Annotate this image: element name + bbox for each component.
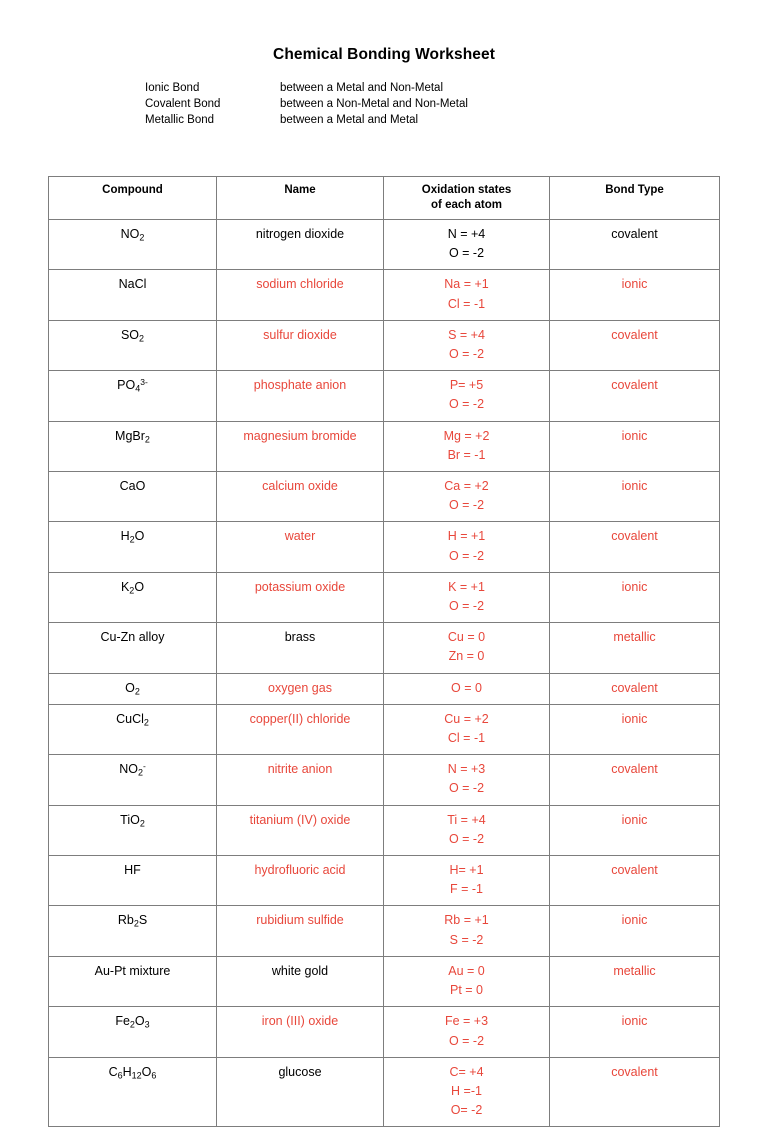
compound-formula: Au-Pt mixture [94, 963, 171, 978]
oxidation-states-cell[interactable] [384, 220, 550, 270]
compound-name-cell[interactable] [217, 220, 384, 270]
oxidation-state-line: O = -2 [448, 246, 485, 261]
compound-name: copper(II) chloride [249, 711, 351, 726]
compound-formula-cell [49, 755, 217, 805]
compound-name-cell[interactable] [217, 270, 384, 320]
compound-name: iron (III) oxide [261, 1014, 339, 1029]
bond-type: ionic [621, 913, 648, 928]
column-header [550, 177, 720, 220]
oxidation-state-line: O = -2 [448, 1033, 485, 1048]
compound-formula: MgBr$_2$ [115, 428, 150, 444]
oxidation-states [387, 628, 546, 666]
oxidation-states-cell[interactable] [384, 623, 550, 673]
oxidation-states [387, 861, 546, 899]
compound-name: magnesium bromide [243, 428, 357, 443]
bond-type: covalent [611, 529, 658, 544]
compound-formula-cell [49, 371, 217, 421]
table-row [49, 1057, 720, 1127]
compound-formula-cell [49, 623, 217, 673]
oxidation-state-line: O = -2 [448, 347, 485, 362]
legend-definition: between a Metal and Non-Metal [280, 82, 444, 94]
bond-type: covalent [611, 227, 658, 241]
compound-name-cell[interactable] [217, 522, 384, 572]
compound-formula-cell [49, 1007, 217, 1057]
column-header-label: Oxidation states [421, 184, 512, 196]
oxidation-state-line: O = -2 [448, 397, 485, 412]
bond-type: covalent [611, 680, 658, 695]
oxidation-states-cell[interactable] [384, 755, 550, 805]
compound-name-cell[interactable] [217, 805, 384, 855]
compound-formula-cell [49, 673, 217, 704]
table-row [49, 572, 720, 622]
legend-row [145, 96, 468, 112]
oxidation-states [387, 760, 546, 798]
bond-type: covalent [611, 378, 658, 393]
legend-term: Ionic Bond [145, 82, 200, 94]
table-row [49, 421, 720, 471]
oxidation-state-line: O = -2 [448, 831, 485, 846]
compound-name-cell[interactable] [217, 623, 384, 673]
oxidation-state-line: O = -2 [448, 781, 485, 796]
column-header-label: Compound [102, 184, 163, 196]
table-body [49, 220, 720, 1127]
oxidation-state-line: S = -2 [449, 932, 484, 947]
compound-formula: $PO_4^{3-}$ [117, 377, 148, 394]
oxidation-state-line: O = 0 [451, 680, 482, 695]
oxidation-state-line: Cl = -1 [447, 296, 486, 311]
column-header [384, 177, 550, 220]
compound-name-cell[interactable] [217, 572, 384, 622]
bond-type-cell[interactable] [550, 673, 720, 704]
bond-type-cell[interactable] [550, 906, 720, 956]
oxidation-states [387, 1012, 546, 1050]
compound-name: nitrogen dioxide [255, 227, 345, 241]
oxidation-state-line: Ca = +2 [444, 479, 489, 494]
oxidation-state-line: Au = 0 [448, 963, 485, 978]
compound-name-cell[interactable] [217, 755, 384, 805]
column-header [217, 177, 384, 220]
table-row [49, 1007, 720, 1057]
bond-type-cell[interactable] [550, 371, 720, 421]
bond-type: metallic [613, 963, 656, 978]
table-row [49, 220, 720, 270]
compound-name-cell[interactable] [217, 472, 384, 522]
column-header-label: Name [284, 184, 316, 196]
oxidation-state-line: Fe = +3 [444, 1014, 489, 1029]
compound-formula-cell [49, 906, 217, 956]
compound-name-cell[interactable] [217, 673, 384, 704]
oxidation-state-line: O= -2 [450, 1103, 483, 1118]
bond-type: covalent [611, 863, 658, 878]
compound-formula: $SO_2$ [120, 327, 145, 344]
bond-type: ionic [621, 711, 648, 726]
bond-type-cell[interactable] [550, 704, 720, 754]
compound-formula-cell [49, 704, 217, 754]
bond-type-cell[interactable] [550, 522, 720, 572]
compound-name-cell[interactable] [217, 1057, 384, 1127]
oxidation-state-line: Ti = +4 [447, 812, 486, 827]
table-row [49, 623, 720, 673]
oxidation-state-line: H =-1 [451, 1083, 482, 1098]
oxidation-states-cell[interactable] [384, 805, 550, 855]
bond-type: ionic [621, 479, 648, 494]
oxidation-states-cell[interactable] [384, 906, 550, 956]
oxidation-state-line: O = -2 [448, 498, 485, 513]
oxidation-state-line: H = +1 [447, 529, 486, 544]
oxidation-states-cell[interactable] [384, 956, 550, 1006]
column-header-label: Bond Type [605, 184, 664, 196]
oxidation-states-cell[interactable] [384, 572, 550, 622]
oxidation-states-cell[interactable] [384, 1057, 550, 1127]
oxidation-states [387, 911, 546, 949]
compound-name: nitrite anion [267, 762, 333, 777]
table-header-row [49, 177, 720, 220]
compound-name-cell[interactable] [217, 421, 384, 471]
compound-formula-cell [49, 856, 217, 906]
oxidation-state-line: Cu = +2 [444, 711, 489, 726]
bond-type-cell[interactable] [550, 1057, 720, 1127]
compound-name-cell[interactable] [217, 856, 384, 906]
bond-type: ionic [621, 277, 648, 292]
compound-name: calcium oxide [262, 479, 338, 494]
oxidation-states [387, 376, 546, 414]
oxidation-states [387, 427, 546, 465]
oxidation-states [387, 1063, 546, 1121]
oxidation-states-cell[interactable] [384, 673, 550, 704]
oxidation-state-line: Zn = 0 [448, 649, 485, 664]
bond-type: covalent [611, 1064, 658, 1079]
compound-formula-cell [49, 472, 217, 522]
table-row [49, 956, 720, 1006]
compound-name: sulfur dioxide [263, 327, 337, 342]
oxidation-state-line: F = -1 [450, 882, 483, 897]
oxidation-state-line: Cu = 0 [447, 630, 486, 645]
bond-type: covalent [611, 762, 658, 777]
compound-name: sodium chloride [256, 277, 344, 292]
compound-formula: TiO$_2$ [120, 812, 145, 828]
oxidation-states [387, 326, 546, 364]
bond-type-cell[interactable] [550, 572, 720, 622]
column-header [49, 177, 217, 220]
compound-name: potassium oxide [254, 579, 346, 594]
oxidation-state-line: Rb = +1 [444, 913, 489, 928]
compound-name: white gold [271, 963, 329, 978]
compound-name: glucose [278, 1064, 322, 1079]
bond-type-cell[interactable] [550, 1007, 720, 1057]
compound-name-cell[interactable] [217, 704, 384, 754]
compound-formula: $K_2O$ [120, 579, 145, 596]
bond-type-legend [145, 80, 468, 129]
oxidation-state-line: N = +4 [447, 227, 486, 241]
oxidation-states-cell[interactable] [384, 421, 550, 471]
bond-type-cell[interactable] [550, 805, 720, 855]
page-title: Chemical Bonding Worksheet [273, 46, 495, 63]
oxidation-states [387, 679, 546, 698]
oxidation-states-cell[interactable] [384, 270, 550, 320]
compound-name-cell[interactable] [217, 906, 384, 956]
compound-formula-cell [49, 522, 217, 572]
compound-name: hydrofluoric acid [254, 863, 346, 878]
compound-name-cell[interactable] [217, 956, 384, 1006]
compound-formula-cell [49, 270, 217, 320]
compound-formula-cell [49, 220, 217, 270]
column-header-label-line2: of each atom [431, 199, 502, 211]
table-row [49, 270, 720, 320]
compound-formula: $C_6H_{12}O_6$ [108, 1064, 157, 1080]
legend-term: Metallic Bond [145, 114, 215, 127]
table-row [49, 320, 720, 370]
oxidation-states [387, 527, 546, 565]
compound-formula-cell [49, 572, 217, 622]
oxidation-states-cell[interactable] [384, 371, 550, 421]
oxidation-state-line: Cl = -1 [447, 731, 486, 746]
legend-definition: between a Non-Metal and Non-Metal [280, 98, 468, 111]
compound-name: rubidium sulfide [256, 913, 344, 928]
compound-formula-cell [49, 956, 217, 1006]
compound-formula: $O_2$ [125, 680, 140, 696]
compound-formula: $NO_2^-$ [119, 761, 146, 778]
bond-type: ionic [621, 812, 648, 827]
legend-row [145, 112, 468, 128]
oxidation-state-line: S = +4 [448, 327, 485, 342]
bond-type: ionic [621, 579, 648, 594]
oxidation-state-line: Mg = +2 [443, 428, 490, 443]
oxidation-states [387, 710, 546, 748]
compound-formula: $NO_2$ [120, 227, 145, 243]
oxidation-states-cell[interactable] [384, 320, 550, 370]
oxidation-state-line: N = +3 [447, 762, 486, 777]
oxidation-states-cell[interactable] [384, 704, 550, 754]
table-row [49, 371, 720, 421]
bond-type: metallic [613, 630, 656, 645]
compound-formula-cell [49, 1057, 217, 1127]
compound-formula: $H_2O$ [120, 529, 145, 545]
compound-formula: CuCl$_2$ [116, 711, 149, 728]
compound-name: brass [284, 630, 316, 645]
table-row [49, 805, 720, 855]
compound-formula: CaO [119, 479, 146, 494]
table-header [49, 177, 720, 220]
table-row [49, 522, 720, 572]
bond-type-cell[interactable] [550, 220, 720, 270]
oxidation-states [387, 811, 546, 849]
oxidation-states-cell[interactable] [384, 1007, 550, 1057]
legend-term: Covalent Bond [145, 98, 221, 111]
oxidation-state-line: P= +5 [449, 378, 484, 393]
compound-formula: NaCl [118, 277, 147, 292]
oxidation-state-line: K = +1 [448, 579, 485, 594]
oxidation-states [387, 578, 546, 616]
bond-type-cell[interactable] [550, 421, 720, 471]
compound-formula-cell [49, 421, 217, 471]
oxidation-state-line: Na = +1 [444, 277, 489, 292]
compound-formula: $Rb_2S$ [117, 913, 148, 929]
bond-type: ionic [621, 1014, 648, 1029]
compound-name-cell[interactable] [217, 320, 384, 370]
compound-formula-cell [49, 320, 217, 370]
bond-type-cell[interactable] [550, 856, 720, 906]
compound-formula-cell [49, 805, 217, 855]
compound-name: water [284, 529, 316, 544]
table-row [49, 472, 720, 522]
compound-formula: Cu-Zn alloy [100, 630, 165, 645]
compound-name: oxygen gas [268, 680, 332, 695]
compound-formula: HF [124, 863, 141, 878]
oxidation-states [387, 225, 546, 263]
table-row [49, 755, 720, 805]
compound-name-cell[interactable] [217, 371, 384, 421]
compound-name: phosphate anion [253, 378, 347, 393]
table-row [49, 906, 720, 956]
bond-type-cell[interactable] [550, 956, 720, 1006]
chemical-bonding-table [48, 176, 720, 1127]
oxidation-state-line: C= +4 [449, 1064, 484, 1079]
oxidation-states [387, 275, 546, 313]
oxidation-states [387, 477, 546, 515]
legend-definition: between a Metal and Metal [280, 114, 419, 127]
table-row [49, 673, 720, 704]
compound-formula: $Fe_2O_3$ [115, 1014, 150, 1030]
table-row [49, 856, 720, 906]
bond-type-cell[interactable] [550, 623, 720, 673]
oxidation-states-cell[interactable] [384, 472, 550, 522]
bond-type-cell[interactable] [550, 320, 720, 370]
compound-name: titanium (IV) oxide [249, 812, 351, 827]
bond-type-cell[interactable] [550, 270, 720, 320]
bond-type: ionic [621, 428, 648, 443]
legend-row [145, 80, 468, 96]
bond-type-cell[interactable] [550, 755, 720, 805]
bond-type: covalent [611, 327, 658, 342]
bond-type-cell[interactable] [550, 472, 720, 522]
oxidation-state-line: H= +1 [449, 863, 484, 878]
oxidation-state-line: O = -2 [448, 599, 485, 614]
oxidation-states-cell[interactable] [384, 856, 550, 906]
compound-name-cell[interactable] [217, 1007, 384, 1057]
oxidation-state-line: Br = -1 [447, 447, 486, 462]
table-row [49, 704, 720, 754]
oxidation-state-line: O = -2 [448, 548, 485, 563]
oxidation-state-line: Pt = 0 [449, 983, 483, 998]
oxidation-states [387, 962, 546, 1000]
oxidation-states-cell[interactable] [384, 522, 550, 572]
